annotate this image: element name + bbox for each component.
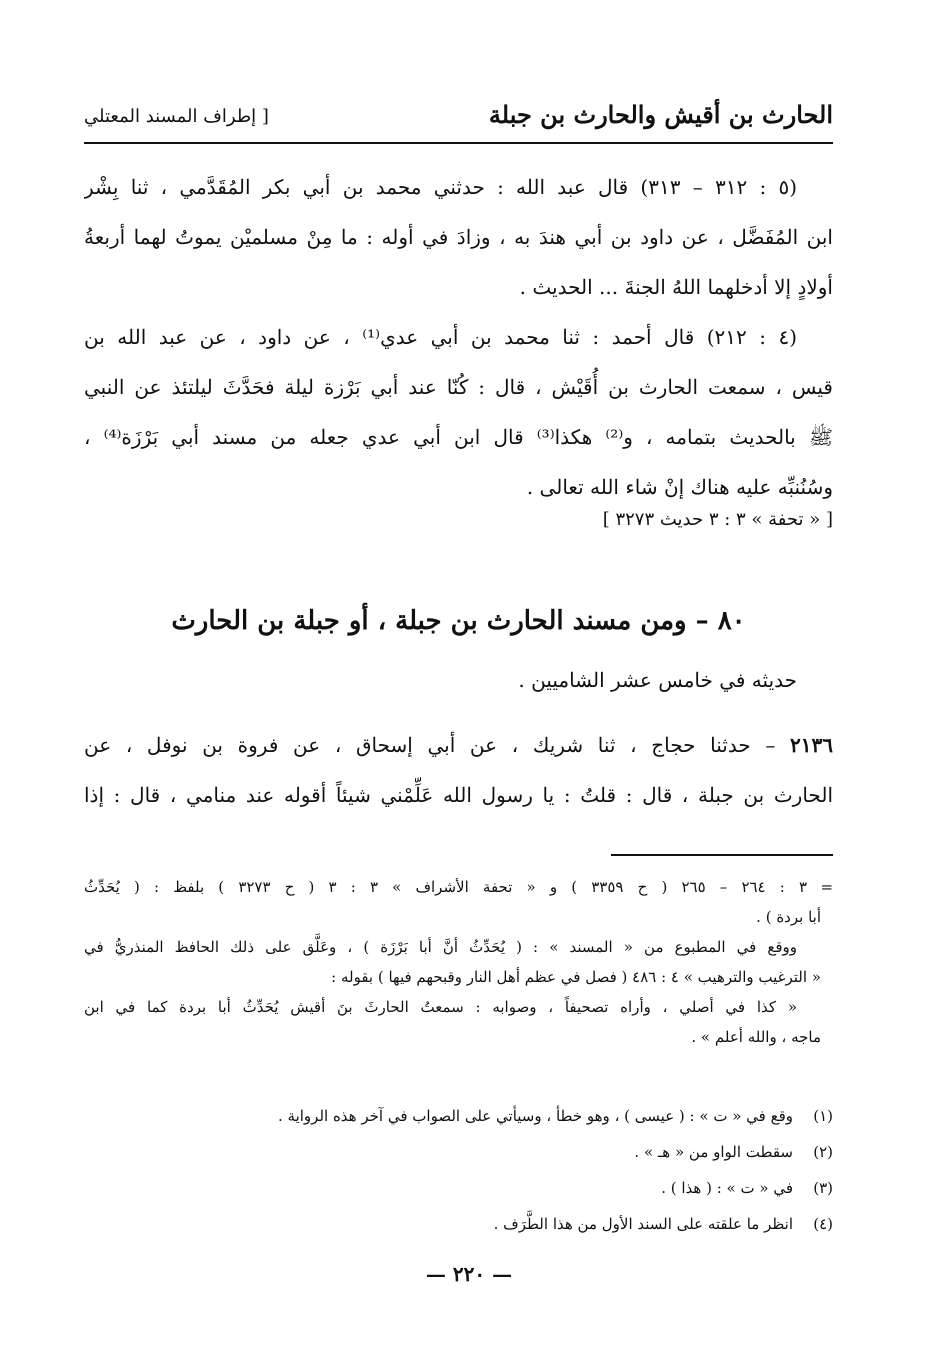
tuhfa-reference: [ « تحفة » ٣ : ٣ حديث ٣٢٧٣ ] — [602, 509, 833, 530]
text-line: الحارث بن جبلة ، قال : قلتُ : يا رسول الله عَلِّمْني شيئاً أقوله عند منامي ، قال : إذا — [84, 783, 833, 807]
footnote-text: في « ت » : ( هذا ) . — [661, 1179, 793, 1197]
continuation-marker: = — [820, 878, 833, 896]
footnotes — [84, 1098, 833, 1242]
running-header — [84, 98, 833, 144]
text-line — [84, 720, 833, 770]
text-line: ﷺ بالحديث بتمامه ، و⁽²⁾ هكذا⁽³⁾ قال ابن أبي عدي جعله من مسند أبي بَرْزَة⁽⁴⁾ ، — [84, 425, 833, 449]
footnote-text: وقع في « ت » : ( عيسى ) ، وهو خطأ ، وسيأتي على الصواب في آخر هذه الرواية . — [278, 1107, 793, 1125]
chapter-intro: حديثه في خامس عشر الشاميين . — [518, 668, 797, 692]
note-line: « الترغيب والترهيب » ٤ : ٤٨٦ ( فصل في عظم أهل النار وقبحهم فيها ) بقوله : — [331, 968, 821, 986]
hadith-text: – حدثنا حجاج ، ثنا شريك ، عن أبي إسحاق ، عن فروة بن نوفل ، عن — [84, 733, 791, 757]
footnote — [84, 1206, 833, 1242]
note-line: ماجه ، والله أعلم » . — [691, 1028, 821, 1046]
chapter-heading: ٨٠ – ومن مسند الحارث بن جبلة ، أو جبلة بن الحارث — [171, 606, 746, 636]
footnote — [84, 1170, 833, 1206]
footnote — [84, 1098, 833, 1134]
text-line: (٤ : ٢١٢) قال أحمد : ثنا محمد بن أبي عدي⁽¹⁾ ، عن داود ، عن عبد الله بن — [84, 325, 797, 349]
entry-paragraph — [84, 312, 833, 512]
footnote-text: سقطت الواو من « هـ » . — [634, 1143, 793, 1161]
hadith-number: ٢١٣٦ — [790, 733, 833, 757]
text-line: ابن المُفَضَّل ، عن داود بن أبي هندَ به ، وزادَ في أوله : ما مِنْ مسلميْن يموتُ لهما أربعةُ — [84, 225, 833, 249]
entry-paragraph — [84, 162, 833, 312]
footnote-text: انظر ما علقته على السند الأول من هذا الطَّرَف . — [493, 1215, 793, 1233]
header-title: الحارث بن أقيش والحارث بن جبلة — [488, 100, 833, 129]
note-line — [84, 872, 833, 902]
footnote-mark: (٢) — [813, 1143, 833, 1161]
note-line: ووقع في المطبوع من « المسند » : ( يُحَدِّثُ أنَّ أبا بَرْزَة ) ، وعَلَّق على ذلك الحافظ المنذريُّ في — [84, 938, 797, 956]
continuation-note — [84, 872, 833, 1052]
text-line: أولادٍ إلا أدخلهما اللهُ الجنةَ ... الحديث . — [519, 275, 833, 299]
footnote-mark: (٣) — [813, 1179, 833, 1197]
page-number: — ٢٢٠ — — [425, 1262, 513, 1286]
footnote-mark: (٤) — [813, 1215, 833, 1233]
footnote-mark: (١) — [813, 1107, 833, 1125]
text-line: قيس ، سمعت الحارث بن أُقَيْش ، قال : كُنّا عند أبي بَرْزة ليلة فحَدَّثَ ليلتئذ عن النبي — [84, 375, 833, 399]
note-line: أبا بردة ) . — [756, 908, 821, 926]
footnote-divider — [611, 854, 833, 856]
hadith-paragraph — [84, 720, 833, 820]
header-book-title: [ إطراف المسند المعتلي — [84, 106, 269, 127]
text-line: (٥ : ٣١٢ – ٣١٣) قال عبد الله : حدثني محمد بن أبي بكر المُقَدَّمي ، ثنا بِشْر — [84, 175, 798, 199]
text-line: وسُنُنبِّه عليه هناك إنْ شاء الله تعالى . — [526, 475, 833, 499]
footnote — [84, 1134, 833, 1170]
note-line: « كذا في أصلي ، وأراه تصحيفاً ، وصوابه : سمعتُ الحارثَ بنَ أقيش يُحَدِّثُ أبا بردة كما في ابن — [84, 998, 797, 1016]
note-text: ٣ : ٢٦٤ – ٢٦٥ ( ح ٣٣٥٩ ) و « تحفة الأشراف » ٣ : ٣ ( ح ٣٢٧٣ ) بلفظ : ( يُحَدِّثُ — [84, 878, 808, 896]
